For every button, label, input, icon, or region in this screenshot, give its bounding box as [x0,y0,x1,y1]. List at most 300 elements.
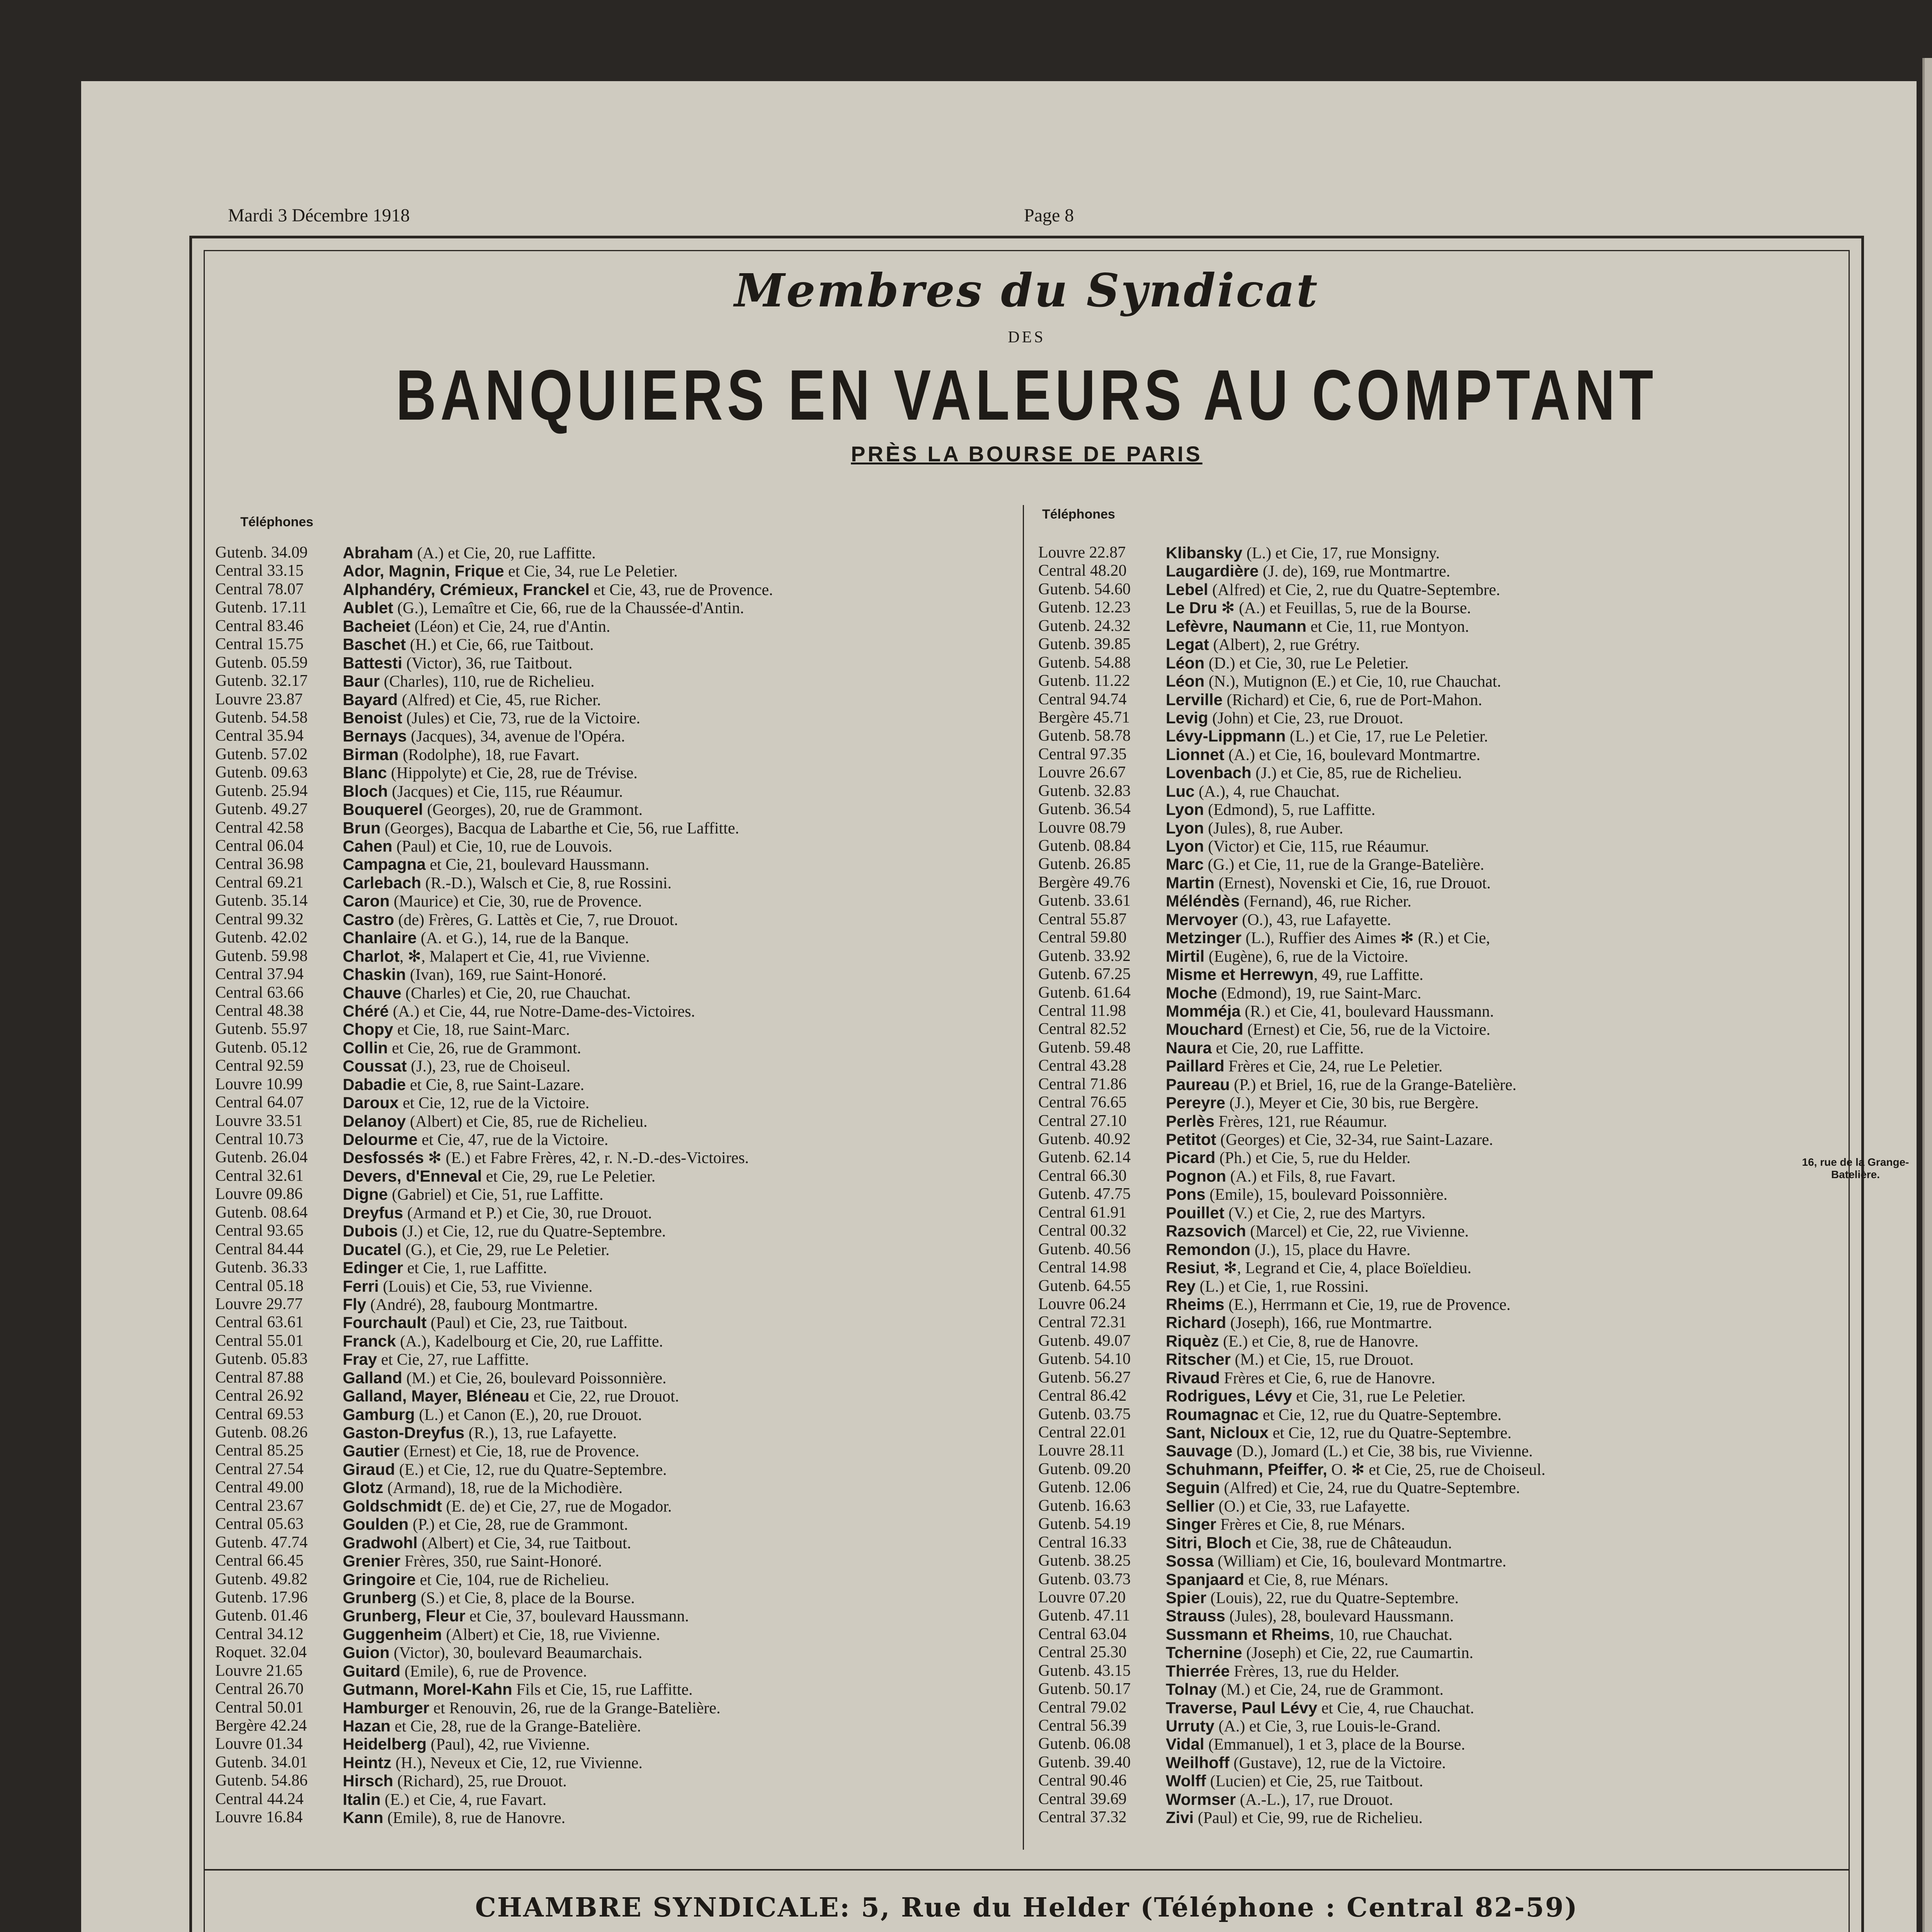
member-entry [207,1808,996,1827]
member-entry [1031,1094,1819,1112]
member-name: Bayard [343,690,398,709]
member-address: (E.) et Cie, 4, rue Favart. [381,1791,547,1809]
member-address: ✻ (A.) et Feuillas, 5, rue de la Bourse. [1217,599,1471,617]
member-address: (Alfred) et Cie, 2, rue du Quatre-Septembre. [1208,581,1500,599]
member-name: Paureau [1166,1075,1230,1094]
telephone-exchange: Louvre 09.86 [215,1185,303,1203]
telephone-exchange: Gutenb. 47.75 [1038,1185,1131,1203]
member-name: Sant, Nicloux [1166,1423,1269,1442]
member-name-address [1166,1699,1819,1717]
telephone-exchange: Central 63.66 [215,983,304,1002]
telephone-exchange: Louvre 01.34 [215,1735,303,1753]
member-address: (G.), Lemaître et Cie, 66, rue de la Chaussée-d'Antin. [393,599,744,617]
member-address: (J.) et Cie, 85, rue de Richelieu. [1251,764,1462,782]
member-address: et Renouvin, 26, rue de la Grange-Batelière. [429,1699,721,1717]
telephone-exchange: Central 44.24 [215,1790,304,1808]
member-entry [207,727,996,745]
member-entry [207,1643,996,1662]
member-address: (H.), Neveux et Cie, 12, rue Vivienne. [391,1754,643,1772]
telephone-exchange: Central 37.94 [215,965,304,983]
member-entry [1031,1240,1819,1259]
member-address: (L.) et Cie, 17, rue Monsigny. [1242,544,1440,562]
member-entry [207,709,996,727]
member-name: Chauve [343,983,401,1002]
member-entry [1031,1148,1819,1167]
member-entry [207,1259,996,1277]
member-name: Momméja [1166,1002,1241,1020]
member-name-address [343,1075,996,1094]
member-name: Razsovich [1166,1222,1246,1240]
telephone-exchange: Louvre 33.51 [215,1112,303,1130]
member-address: (Ernest) et Cie, 18, rue de Provence. [400,1442,639,1460]
member-address: et Cie, 26, rue de Grammont. [388,1039,582,1057]
member-entry [1031,1112,1819,1130]
member-entry [207,1148,996,1167]
member-address: Frères et Cie, 8, rue Ménars. [1216,1516,1405,1534]
member-address: (Richard) et Cie, 6, rue de Port-Mahon. [1223,691,1482,709]
member-entry [207,690,996,709]
member-entry [1031,910,1819,929]
telephone-exchange: Gutenb. 57.02 [215,745,308,763]
telephone-exchange: Gutenb. 49.27 [215,800,308,818]
member-name-address [1166,800,1819,818]
member-name: Perlès [1166,1112,1215,1130]
column-divider [1023,505,1024,1850]
member-name: Spanjaard [1166,1570,1245,1588]
member-name: Richard [1166,1313,1226,1332]
member-name-address [1166,1478,1819,1497]
member-name: Bouquerel [343,800,423,819]
member-name-address [1166,1094,1819,1112]
telephone-exchange: Central 87.88 [215,1368,304,1386]
telephone-exchange: Central 97.35 [1038,745,1127,763]
member-name: Naura [1166,1038,1212,1057]
member-name: Lebel [1166,580,1208,599]
member-name-address [1166,1607,1819,1625]
member-address: (L.) et Cie, 1, rue Rossini. [1196,1277,1369,1295]
member-address: (J.), 23, rue de Choiseul. [406,1058,571,1075]
member-address: (Ph.) et Cie, 5, rue du Helder. [1215,1149,1411,1167]
member-entry [207,1167,996,1185]
member-entry [1031,1442,1819,1460]
telephone-exchange: Central 48.20 [1038,562,1127,580]
member-name-address [1166,910,1819,929]
member-name: Vidal [1166,1735,1204,1753]
member-address: (Albert), 2, rue Grétry. [1209,636,1360,654]
member-name-address [343,1057,996,1075]
member-name-address [343,1222,996,1240]
member-name: Galland [343,1368,403,1387]
telephone-exchange: Central 56.39 [1038,1717,1127,1735]
telephone-exchange: Gutenb. 36.54 [1038,800,1131,818]
member-address: (Victor) et Cie, 115, rue Réaumur. [1204,838,1429,855]
member-entry [1031,1277,1819,1295]
member-entry [1031,1534,1819,1552]
member-name-address [343,1534,996,1552]
member-name: Remondon [1166,1240,1251,1259]
telephone-exchange: Gutenb. 39.40 [1038,1753,1131,1771]
member-name: Gamburg [343,1405,415,1423]
member-name: Singer [1166,1515,1216,1534]
member-address: (D.), Jomard (L.) et Cie, 38 bis, rue Vivienne. [1232,1442,1533,1460]
member-name: Pons [1166,1185,1206,1204]
member-address: (Paul) et Cie, 10, rue de Louvois. [392,838,612,855]
member-name-address [343,1002,996,1020]
member-name: Mouchard [1166,1020,1243,1039]
member-name: Heidelberg [343,1735,427,1753]
member-name-address [343,690,996,709]
member-name-address [1166,1039,1819,1057]
member-name: Bacheiet [343,617,411,635]
member-name-address [343,544,996,562]
telephone-exchange: Gutenb. 32.83 [1038,782,1131,800]
member-address: (de) Frères, G. Lattès et Cie, 7, rue Drouot. [394,911,678,929]
member-name-address [343,1112,996,1130]
member-name: Paillard [1166,1057,1225,1075]
member-address: (Georges), Bacqua de Labarthe et Cie, 56, rue Laffitte. [381,819,739,837]
member-entry [1031,1167,1819,1185]
telephone-exchange: Louvre 08.79 [1038,818,1126,837]
member-entry [1031,1020,1819,1038]
member-entry [1031,1332,1819,1350]
member-address: (John) et Cie, 23, rue Drouot. [1208,709,1403,727]
member-address: (Emile), 15, boulevard Poissonnière. [1205,1186,1448,1204]
member-entry [1031,635,1819,653]
telephone-exchange: Gutenb. 05.12 [215,1038,308,1056]
member-entry [207,1515,996,1533]
telephone-exchange: Louvre 28.11 [1038,1442,1125,1460]
member-name-address [1166,1002,1819,1020]
member-name-address [343,1735,996,1753]
member-entry [1031,1552,1819,1570]
telephone-exchange: Gutenb. 39.85 [1038,635,1131,653]
member-name: Roumagnac [1166,1405,1259,1423]
member-entry [1031,1735,1819,1753]
title-membres: Membres du Syndicat [734,264,1319,317]
member-address: (Eugène), 6, rue de la Victoire. [1204,947,1408,966]
member-address: (Emile), 6, rue de Provence. [400,1662,587,1680]
member-name-address [1166,1057,1819,1075]
telephone-exchange: Gutenb. 40.92 [1038,1130,1131,1148]
member-entry [1031,1387,1819,1405]
member-address: (M.) et Cie, 15, rue Drouot. [1231,1351,1414,1369]
telephone-exchange: Central 50.01 [215,1698,304,1716]
member-address: (Richard), 25, rue Drouot. [393,1772,567,1790]
member-address: (Gustave), 12, rue de la Victoire. [1229,1754,1446,1772]
member-name: Lionnet [1166,745,1225,764]
member-address: (A.) et Cie, 44, rue Notre-Dame-des-Victoires. [389,1002,695,1020]
member-address: Frères, 13, rue du Helder. [1230,1662,1400,1680]
member-address: (J. de), 169, rue Montmartre. [1259,563,1451,580]
telephone-exchange: Gutenb. 11.22 [1038,672,1130,690]
telephone-exchange: Central 00.32 [1038,1222,1127,1240]
member-address: , 10, rue Chauchat. [1330,1626,1453,1644]
telephone-exchange: Bergère 49.76 [1038,873,1130,891]
member-entry [207,1369,996,1387]
member-name: Resiut [1166,1259,1216,1277]
member-entry [207,1313,996,1332]
member-name-address [1166,1808,1819,1827]
member-name: Dreyfus [343,1203,403,1222]
telephone-exchange: Gutenb. 34.01 [215,1753,308,1771]
telephone-exchange: Gutenb. 54.88 [1038,653,1131,672]
member-entry [1031,1625,1819,1643]
member-entry [1031,1405,1819,1423]
member-entry [1031,1130,1819,1148]
member-entry [207,1478,996,1497]
member-name: Lefèvre, Naumann [1166,617,1307,635]
member-address: et Cie, 12, rue du Quatre-Septembre. [1259,1406,1502,1423]
member-name-address [1166,1259,1819,1277]
member-address: (Georges), 20, rue de Grammont. [423,801,643,819]
member-address: (A.) et Cie, 16, boulevard Montmartre. [1224,746,1481,764]
member-address: et Cie, 12, rue de la Victoire. [398,1094,590,1112]
member-name-address [1166,1204,1819,1222]
telephone-exchange: Central 72.31 [1038,1313,1127,1332]
member-address: (Jacques), 34, avenue de l'Opéra. [406,728,625,745]
member-name-address [343,1552,996,1570]
telephone-exchange: Gutenb. 08.84 [1038,837,1131,855]
member-name-address [343,1790,996,1808]
member-address: , ✻, Malapert et Cie, 41, rue Vivienne. [400,947,650,966]
member-name: Gradwohl [343,1533,418,1552]
member-address: (A.), Kadelbourg et Cie, 20, rue Laffitte. [396,1332,663,1350]
member-address: (A.) et Cie, 20, rue Laffitte. [413,544,596,562]
member-entry [1031,1295,1819,1313]
telephone-exchange: Central 05.18 [215,1277,304,1295]
member-name-address [1166,562,1819,580]
page-number: Page 8 [1024,205,1074,226]
member-name-address [1166,1534,1819,1552]
member-address: (Emmanuel), 1 et 3, place de la Bourse. [1204,1736,1465,1753]
telephone-exchange: Central 63.04 [1038,1625,1127,1643]
member-name-address [343,1020,996,1038]
members-list-right [1031,544,1819,1827]
member-name-address [343,965,996,983]
member-address: (Albert) et Cie, 18, rue Vivienne. [442,1626,660,1644]
telephone-exchange: Louvre 10.99 [215,1075,303,1093]
member-address: (Joseph) et Cie, 22, rue Caumartin. [1242,1644,1473,1662]
member-address: et Cie, 8, rue Ménars. [1244,1571,1389,1588]
member-entry [207,1625,996,1643]
member-name-address [343,1442,996,1460]
member-entry [1031,855,1819,873]
member-name: Aublet [343,599,393,617]
telephone-exchange: Gutenb. 62.14 [1038,1148,1131,1167]
member-address: (N.), Mutignon (E.) et Cie, 10, rue Chauchat. [1204,673,1501,690]
member-name: Lyon [1166,800,1204,819]
member-name-address [1166,1570,1819,1588]
telephone-exchange: Gutenb. 35.14 [215,892,308,910]
member-address: (R.) et Cie, 41, boulevard Haussmann. [1240,1002,1494,1020]
telephone-exchange: Gutenb. 67.25 [1038,965,1131,983]
member-name-address [343,1167,996,1185]
member-entry [1031,654,1819,672]
member-name: Caron [343,892,390,910]
member-name: Guion [343,1643,390,1662]
member-entry [1031,1753,1819,1772]
member-address: O. ✻ et Cie, 25, rue de Choiseul. [1327,1461,1546,1479]
member-name: Strauss [1166,1607,1226,1625]
member-name: Castro [343,910,395,929]
member-name-address [1166,672,1819,690]
telephone-exchange: Central 78.07 [215,580,304,598]
member-name: Benoist [343,708,403,727]
member-name: Marc [1166,855,1204,874]
member-name-address [343,1039,996,1057]
telephone-exchange: Gutenb. 56.27 [1038,1368,1131,1386]
member-address: (Louis), 22, rue du Quatre-Septembre. [1206,1589,1459,1607]
member-name: Guggenheim [343,1625,442,1643]
member-address: (Fernand), 46, rue Richer. [1240,893,1412,910]
member-name-address [343,1185,996,1203]
member-name-address [343,1130,996,1148]
telephone-exchange: Gutenb. 47.74 [215,1533,308,1551]
telephone-exchange: Central 35.94 [215,727,304,745]
member-entry [1031,1350,1819,1368]
member-name: Cahen [343,837,393,855]
member-entry [207,1442,996,1460]
member-entry [1031,819,1819,837]
member-address: (Charles), 110, rue de Richelieu. [379,673,595,690]
member-name: Bloch [343,782,388,800]
member-entry [1031,965,1819,983]
member-address: Frères et Cie, 6, rue de Hanovre. [1220,1369,1435,1387]
member-name-address [343,1808,996,1827]
member-name-address [343,1570,996,1588]
member-entry [207,1680,996,1698]
telephone-exchange: Central 06.04 [215,837,304,855]
member-entry [1031,1002,1819,1020]
member-name-address [343,1772,996,1790]
telephone-exchange: Gutenb. 16.63 [1038,1497,1131,1515]
member-name-address [343,1277,996,1295]
member-entry [207,1204,996,1222]
member-name: Goulden [343,1515,409,1534]
member-address: (A.) et Fils, 8, rue Favart. [1226,1167,1396,1185]
member-entry [207,764,996,782]
member-name-address [1166,1442,1819,1460]
telephone-exchange: Louvre 07.20 [1038,1588,1126,1606]
member-address: et Cie, 12, rue du Quatre-Septembre. [1269,1424,1512,1442]
member-name-address [343,1295,996,1313]
member-address: (E.) et Cie, 12, rue du Quatre-Septembre. [395,1461,667,1479]
member-address: et Cie, 1, rue Laffitte. [403,1259,547,1277]
member-name-address [343,1460,996,1478]
member-name-address [1166,855,1819,873]
member-address: (Rodolphe), 18, rue Favart. [398,746,580,764]
telephone-exchange: Gutenb. 01.46 [215,1607,308,1625]
member-name-address [343,929,996,947]
telephone-exchange: Central 42.58 [215,818,304,837]
member-name-address [1166,1240,1819,1259]
telephone-exchange: Central 15.75 [215,635,304,653]
member-address: (Alfred) et Cie, 24, rue du Quatre-Septembre. [1220,1479,1520,1497]
member-entry [207,819,996,837]
member-name: Levig [1166,708,1208,727]
member-name-address [343,947,996,965]
member-name: Kann [343,1808,383,1827]
member-name: Martin [1166,873,1214,892]
member-address: et Cie, 28, rue de la Grange-Batelière. [390,1718,641,1735]
member-name-address [343,617,996,635]
telephone-exchange: Gutenb. 49.82 [215,1570,308,1588]
member-entry [207,562,996,580]
member-address: et Cie, 18, rue Saint-Marc. [393,1021,570,1039]
member-name-address [343,910,996,929]
telephone-exchange: Gutenb. 26.04 [215,1148,308,1167]
member-name: Desfossés [343,1148,424,1167]
telephone-exchange: Central 63.61 [215,1313,304,1332]
member-name-address [343,1680,996,1698]
telephones-label-right: Téléphones [1042,507,1115,522]
member-name: Charlot [343,947,400,965]
member-name-address [1166,1662,1819,1680]
member-entry [207,984,996,1002]
member-entry [1031,782,1819,800]
member-name: Delourme [343,1130,418,1148]
member-address: (E. de) et Cie, 27, rue de Mogador. [442,1497,672,1515]
member-address: (Gabriel) et Cie, 51, rue Laffitte. [388,1186,604,1204]
member-entry [207,1277,996,1295]
member-name-address [1166,1497,1819,1515]
telephone-exchange: Central 49.00 [215,1478,304,1497]
member-entry [207,544,996,562]
member-address: (Ivan), 169, rue Saint-Honoré. [406,966,607,984]
member-address: (Hippolyte) et Cie, 28, rue de Trévise. [387,764,638,782]
member-name-address [1166,1423,1819,1442]
member-name: Fly [343,1295,366,1313]
member-name: Lyon [1166,818,1204,837]
member-entry [1031,617,1819,635]
member-name: Sellier [1166,1497,1215,1515]
member-address: (Jules) et Cie, 73, rue de la Victoire. [402,709,641,727]
title-banquiers: BANQUIERS EN VALEURS AU COMPTANT [396,355,1658,435]
telephone-exchange: Gutenb. 55.97 [215,1020,308,1038]
telephone-exchange: Central 39.69 [1038,1790,1127,1808]
member-name: Thierrée [1166,1662,1230,1680]
member-address: (Alfred) et Cie, 45, rue Richer. [398,691,601,709]
member-name-address [343,1717,996,1735]
telephone-exchange: Gutenb. 17.11 [215,599,307,617]
member-name: Hazan [343,1717,391,1735]
member-name-address [343,1405,996,1423]
telephone-exchange: Gutenb. 09.63 [215,764,308,782]
member-name: Gautier [343,1442,400,1460]
member-name: Sauvage [1166,1442,1233,1460]
telephone-exchange: Central 55.01 [215,1332,304,1350]
member-entry [207,1002,996,1020]
telephone-exchange: Central 43.28 [1038,1057,1127,1075]
member-name: Galland, Mayer, Bléneau [343,1387,530,1405]
member-name: Heintz [343,1753,391,1772]
member-name-address [343,1387,996,1405]
member-name: Grunberg [343,1588,417,1607]
member-name: Spier [1166,1588,1207,1607]
member-address: et Cie, 31, rue Le Peletier. [1292,1388,1466,1405]
member-name-address [1166,1112,1819,1130]
telephone-exchange: Gutenb. 26.85 [1038,855,1131,873]
member-address: (A.), 4, rue Chauchat. [1194,782,1340,801]
member-entry [207,1460,996,1478]
member-name-address [1166,635,1819,653]
member-name-address [1166,984,1819,1002]
member-name-address [343,1625,996,1643]
member-address: (Emile), 8, rue de Hanovre. [383,1809,566,1827]
member-address: Frères, 121, rue Réaumur. [1214,1112,1387,1130]
telephone-exchange: Gutenb. 24.32 [1038,617,1131,635]
member-address: et Cie, 29, rue Le Peletier. [482,1167,656,1185]
